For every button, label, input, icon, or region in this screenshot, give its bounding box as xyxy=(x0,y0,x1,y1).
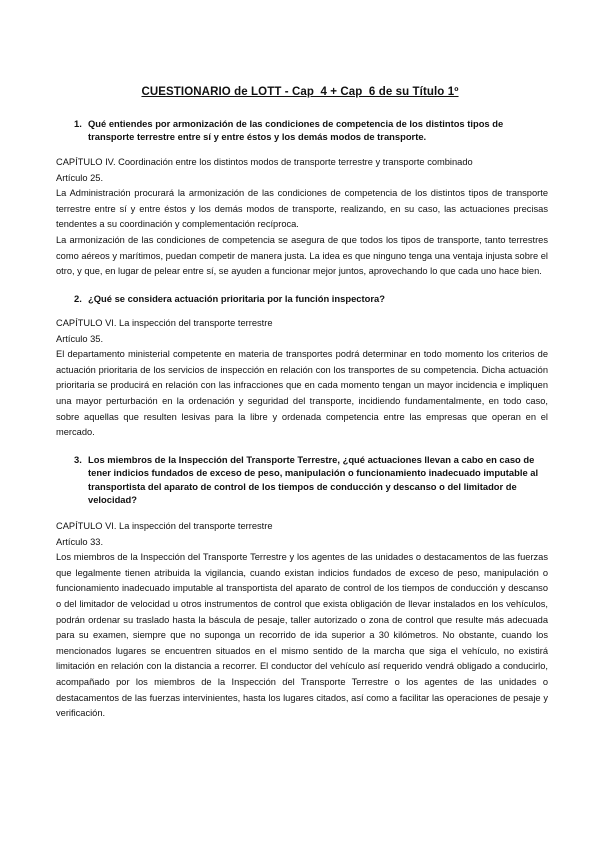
answer-paragraph: La Administración procurará la armonización de las condiciones de competencia de los distintos tipos de transporte terrestre entre sí y entre éstos y los demás modos de transporte, realizando, en su caso, las actuaciones precisas tendentes a su coordinación y complementación recíproca. xyxy=(56,188,548,230)
answer-2 xyxy=(56,316,548,441)
question-number: 1. xyxy=(74,118,82,129)
chapter-heading: CAPÍTULO VI. La inspección del transporte terrestre xyxy=(56,318,273,328)
document-title: CUESTIONARIO de LOTT - Cap_4 + Cap_6 de su Título 1º xyxy=(141,86,459,98)
question-3 xyxy=(74,453,544,506)
question-text: ¿Qué se considera actuación prioritaria por la función inspectora? xyxy=(88,293,385,304)
question-text: Qué entiendes por armonización de las condiciones de competencia de los distintos tipos de transporte terrestre entre sí y entre éstos y los demás modos de transporte. xyxy=(88,118,504,143)
article-heading: Artículo 33. xyxy=(56,536,104,547)
answer-paragraph: Los miembros de la Inspección del Transporte Terrestre y los agentes de las unidades o destacamentos de las fuerzas que legalmente tienen atribuida la vigilancia, cuando existan indicios fundados de exceso de peso, manipulación o funcionamiento inadecuado imputable al transportista del aparato de control de los tiempos de conducción y descanso o del limitador de velocidad u otros instrumentos de control que exista obligación de llevar instalados en los vehículos, podrán ordenar su traslado hasta la báscula de pesaje, taller autorizado o zona de control que resulte más adecuada para su examen, siempre que no suponga un recorrido de ida superior a 30 kilómetros. No obstante, cuando los mencionados lugares se encuentren situados en el mismo sentido de la marcha que siga el vehículo, no existirá limitación en relación con la distancia a recorrer. El conductor del vehículo así requerido vendrá obligado a conducirlo, acompañado por los miembros de la Inspección del Transporte Terrestre o los agentes de las unidades o destacamentos de las fuerzas intervinientes, hasta los lugares citados, así como a facilitar las operaciones de pesaje y verificación. xyxy=(56,552,548,719)
answer-1 xyxy=(56,155,548,280)
article-heading: Artículo 35. xyxy=(56,333,104,344)
question-number: 2. xyxy=(74,293,82,304)
chapter-heading: CAPÍTULO IV. Coordinación entre los distintos modos de transporte terrestre y transporte combinado xyxy=(56,157,473,167)
article-heading: Artículo 25. xyxy=(56,172,104,183)
answer-paragraph: La armonización de las condiciones de competencia se asegura de que todos los tipos de transporte, tanto terrestres como aéreos y marítimos, puedan competir de manera justa. La idea es que ninguno tenga una ventaja injusta sobre el otro, y que, en lugar de pelear entre sí, se ayuden a funcionar mejor juntos, aprovechando lo que cada uno hace bien. xyxy=(56,234,548,277)
question-text: Los miembros de la Inspección del Transporte Terrestre, ¿qué actuaciones llevan a cabo en caso de tener indicios fundados de exceso de peso, manipulación o funcionamiento inadecuado imputable al transportista del aparato de control de los tiempos de conducción y descanso o del limitador de velocidad? xyxy=(88,454,539,505)
answer-3 xyxy=(56,519,548,722)
chapter-heading: CAPÍTULO VI. La inspección del transporte terrestre xyxy=(56,521,273,531)
question-2 xyxy=(74,292,544,305)
question-1 xyxy=(74,117,544,144)
question-number: 3. xyxy=(74,454,82,465)
answer-paragraph: El departamento ministerial competente en materia de transportes podrá determinar en todo momento los criterios de actuación prioritaria de los servicios de inspección en relación con los transportes de su competencia. Dicha actuación prioritaria se producirá en relación con las infracciones que en cada momento tengan un mayor incidencia e impliquen una mayor perturbación en la ordenación y seguridad del transporte, incidiendo fundamentalmente, en todo caso, sobre aquellas que resulten lesivas para la libre y ordenada competencia entre las empresas que operan en el mercado. xyxy=(56,349,548,438)
